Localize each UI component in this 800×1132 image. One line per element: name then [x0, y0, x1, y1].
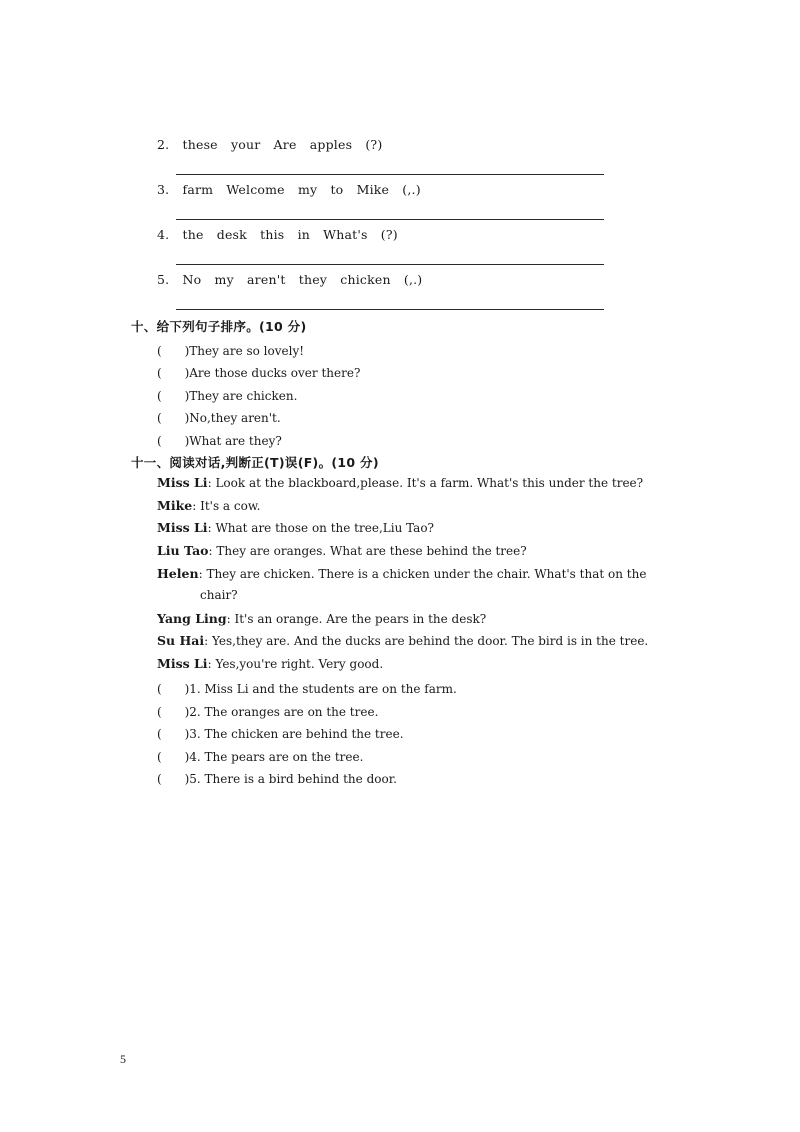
answer-line-2[interactable]: [176, 174, 604, 175]
statement-text: 1. Miss Li and the students are on the farm.: [189, 682, 457, 696]
dialogue-text: They are chicken. There is a chicken under the chair. What's that on the: [206, 567, 647, 581]
answer-parentheses[interactable]: ( ): [157, 366, 190, 380]
dialogue-text: Yes,you're right. Very good.: [215, 657, 384, 671]
answer-line-4[interactable]: [176, 264, 604, 265]
tf-statement: [157, 746, 363, 765]
reorder-question-3: 3. farm Welcome my to Mike (,.): [157, 182, 421, 197]
statement-text: 2. The oranges are on the tree.: [189, 705, 379, 719]
dialogue-line: [157, 498, 261, 513]
answer-parentheses[interactable]: ( ): [157, 344, 190, 358]
speaker-name: Su Hai: [157, 633, 205, 648]
answer-parentheses[interactable]: ( ): [157, 411, 190, 425]
sentence-text: They are chicken.: [189, 389, 298, 403]
tf-statement: [157, 768, 397, 787]
speaker-separator: :: [208, 544, 213, 558]
dialogue-line: [157, 656, 383, 671]
answer-parentheses[interactable]: ( ): [157, 772, 190, 786]
ordering-item: [157, 407, 281, 426]
dialogue-line: [157, 566, 646, 581]
answer-parentheses[interactable]: ( ): [157, 705, 190, 719]
reorder-question-5: 5. No my aren't they chicken (,.): [157, 272, 423, 287]
speaker-name: Liu Tao: [157, 543, 209, 558]
dialogue-line: [157, 475, 643, 490]
dialogue-text: chair?: [200, 588, 238, 602]
speaker-separator: :: [192, 499, 197, 513]
dialogue-line: [157, 520, 434, 535]
tf-statement: [157, 723, 404, 742]
reorder-question-2: 2. these your Are apples (?): [157, 137, 383, 152]
speaker-separator: :: [207, 521, 212, 535]
dialogue-line: [157, 633, 648, 648]
answer-parentheses[interactable]: ( ): [157, 727, 190, 741]
sentence-text: No,they aren't.: [189, 411, 281, 425]
dialogue-text: Look at the blackboard,please. It's a farm. What's this under the tree?: [215, 476, 644, 490]
answer-parentheses[interactable]: ( ): [157, 750, 190, 764]
sentence-text: Are those ducks over there?: [189, 366, 361, 380]
speaker-name: Helen: [157, 566, 199, 581]
answer-parentheses[interactable]: ( ): [157, 682, 190, 696]
speaker-separator: :: [198, 567, 203, 581]
tf-statement: [157, 701, 378, 720]
dialogue-text: What are those on the tree,Liu Tao?: [215, 521, 434, 535]
speaker-name: Mike: [157, 498, 193, 513]
speaker-name: Yang Ling: [157, 611, 227, 626]
ordering-item: [157, 340, 304, 359]
ordering-item: [157, 362, 360, 381]
ordering-item: [157, 385, 297, 404]
dialogue-text: It's an orange. Are the pears in the desk?: [234, 612, 487, 626]
speaker-name: Miss Li: [157, 475, 208, 490]
ordering-item: [157, 430, 282, 449]
section-11-title: 十一、阅读对话,判断正(T)误(F)。(10 分): [131, 455, 379, 470]
answer-line-5[interactable]: [176, 309, 604, 310]
statement-text: 3. The chicken are behind the tree.: [189, 727, 404, 741]
speaker-name: Miss Li: [157, 520, 208, 535]
speaker-separator: :: [204, 634, 209, 648]
speaker-separator: :: [207, 657, 212, 671]
answer-parentheses[interactable]: ( ): [157, 434, 190, 448]
page-number: 5: [120, 1052, 126, 1066]
reorder-question-4: 4. the desk this in What's (?): [157, 227, 398, 242]
sentence-text: They are so lovely!: [189, 344, 305, 358]
section-10-title: 十、给下列句子排序。(10 分): [131, 319, 307, 334]
dialogue-text: It's a cow.: [200, 499, 261, 513]
dialogue-text: Yes,they are. And the ducks are behind the door. The bird is in the tree.: [212, 634, 649, 648]
dialogue-line: [157, 543, 527, 558]
answer-parentheses[interactable]: ( ): [157, 389, 190, 403]
speaker-name: Miss Li: [157, 656, 208, 671]
statement-text: 5. There is a bird behind the door.: [189, 772, 397, 786]
dialogue-line: [157, 611, 486, 626]
answer-line-3[interactable]: [176, 219, 604, 220]
sentence-text: What are they?: [189, 434, 282, 448]
dialogue-text: They are oranges. What are these behind the tree?: [216, 544, 527, 558]
tf-statement: [157, 678, 457, 697]
speaker-separator: :: [207, 476, 212, 490]
dialogue-line-continuation: [200, 588, 238, 602]
speaker-separator: :: [226, 612, 231, 626]
statement-text: 4. The pears are on the tree.: [189, 750, 364, 764]
